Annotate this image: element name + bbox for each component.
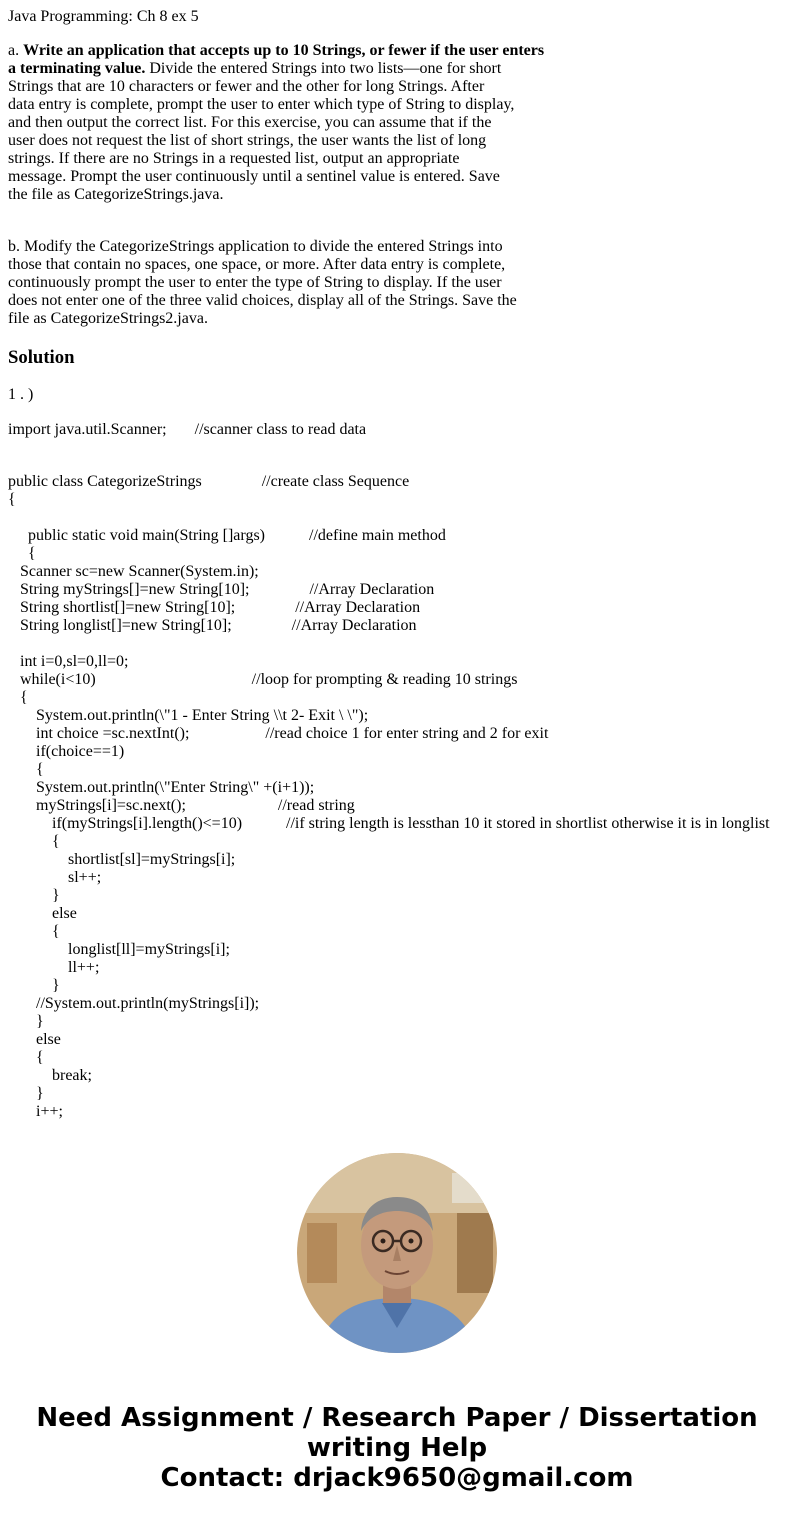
code-line: System.out.println(\"Enter String\" +(i+1)); <box>8 779 315 796</box>
banner-contact: Contact: drjack9650@gmail.com <box>160 1463 634 1493</box>
part-a-line: Strings that are 10 characters or fewer and the other for long Strings. After <box>8 78 485 95</box>
author-avatar <box>297 1153 497 1353</box>
part-a-line: message. Prompt the user continuously until a sentinel value is entered. Save <box>8 168 500 185</box>
code-line <box>8 635 770 653</box>
part-a-prefix: a. <box>8 42 24 59</box>
code-line: ll++; <box>8 959 100 976</box>
code-line: } <box>8 1013 44 1030</box>
code-line: { <box>8 1049 44 1066</box>
code-line: int i=0,sl=0,ll=0; <box>8 653 129 670</box>
code-line: { <box>8 545 36 562</box>
code-line: { <box>8 689 28 706</box>
import-statement: import java.util.Scanner; //scanner class to read data <box>8 421 367 438</box>
code-line: System.out.println(\"1 - Enter String \\t 2- Exit \ \"); <box>8 707 369 724</box>
part-a-line: strings. If there are no Strings in a requested list, output an appropriate <box>8 150 460 167</box>
page-title: Java Programming: Ch 8 ex 5 <box>8 8 199 25</box>
code-line: } <box>8 887 60 904</box>
code-line: { <box>8 923 60 940</box>
code-line: { <box>8 761 44 778</box>
part-b-line: file as CategorizeStrings2.java. <box>8 310 208 327</box>
part-a-line: and then output the correct list. For this exercise, you can assume that if the <box>8 114 492 131</box>
part-a-bold-line-2: a terminating value. <box>8 60 146 77</box>
code-line: public static void main(String []args) //define main method <box>8 527 446 544</box>
part-a-rest-line-2: Divide the entered Strings into two lists—one for short <box>145 60 502 77</box>
code-line: if(choice==1) <box>8 743 125 760</box>
code-line: else <box>8 1031 61 1048</box>
part-a-line: user does not request the list of short strings, the user wants the list of long <box>8 132 487 149</box>
banner-line: writing Help <box>306 1433 488 1463</box>
code-line: String longlist[]=new String[10]; //Array Declaration <box>8 617 417 634</box>
code-line: break; <box>8 1067 92 1084</box>
code-line: myStrings[i]=sc.next(); //read string <box>8 797 355 814</box>
part-b-line: those that contain no spaces, one space, or more. After data entry is complete, <box>8 256 506 273</box>
code-line: } <box>8 1085 44 1102</box>
code-line: public class CategorizeStrings //create class Sequence <box>8 473 410 490</box>
step-label: 1 . ) <box>8 386 34 403</box>
part-b-line: b. Modify the CategorizeStrings application to divide the entered Strings into <box>8 238 503 255</box>
code-block <box>8 473 770 1121</box>
code-line: longlist[ll]=myStrings[i]; <box>8 941 230 958</box>
promo-banner <box>0 1403 794 1493</box>
code-line: } <box>8 977 60 994</box>
code-line: Scanner sc=new Scanner(System.in); <box>8 563 259 580</box>
part-b-line: continuously prompt the user to enter the type of String to display. If the user <box>8 274 502 291</box>
code-line: { <box>8 491 16 508</box>
code-line: String shortlist[]=new String[10]; //Array Declaration <box>8 599 421 616</box>
code-line: i++; <box>8 1103 63 1120</box>
part-a-bold-line-1: Write an application that accepts up to 10 Strings, or fewer if the user enters <box>23 42 545 59</box>
code-line: //System.out.println(myStrings[i]); <box>8 995 260 1012</box>
code-line: int choice =sc.nextInt(); //read choice 1 for enter string and 2 for exit <box>8 725 549 742</box>
code-line <box>8 509 770 527</box>
part-b-line: does not enter one of the three valid choices, display all of the Strings. Save the <box>8 292 517 309</box>
code-line: String myStrings[]=new String[10]; //Array Declaration <box>8 581 435 598</box>
code-line: sl++; <box>8 869 102 886</box>
code-line: if(myStrings[i].length()<=10) //if string length is lessthan 10 it stored in shortlist otherwise it is in longlist <box>8 815 770 832</box>
code-line: { <box>8 833 60 850</box>
code-line: else <box>8 905 77 922</box>
banner-line: Need Assignment / Research Paper / Dissertation <box>36 1403 758 1433</box>
exercise-part-a <box>8 42 544 204</box>
part-a-line: the file as CategorizeStrings.java. <box>8 186 224 203</box>
solution-heading: Solution <box>8 347 75 368</box>
code-line: shortlist[sl]=myStrings[i]; <box>8 851 236 868</box>
part-a-line: data entry is complete, prompt the user to enter which type of String to display, <box>8 96 515 113</box>
exercise-part-b <box>8 238 517 328</box>
author-portrait-icon <box>297 1153 497 1353</box>
code-line: while(i<10) //loop for prompting & reading 10 strings <box>8 671 518 688</box>
